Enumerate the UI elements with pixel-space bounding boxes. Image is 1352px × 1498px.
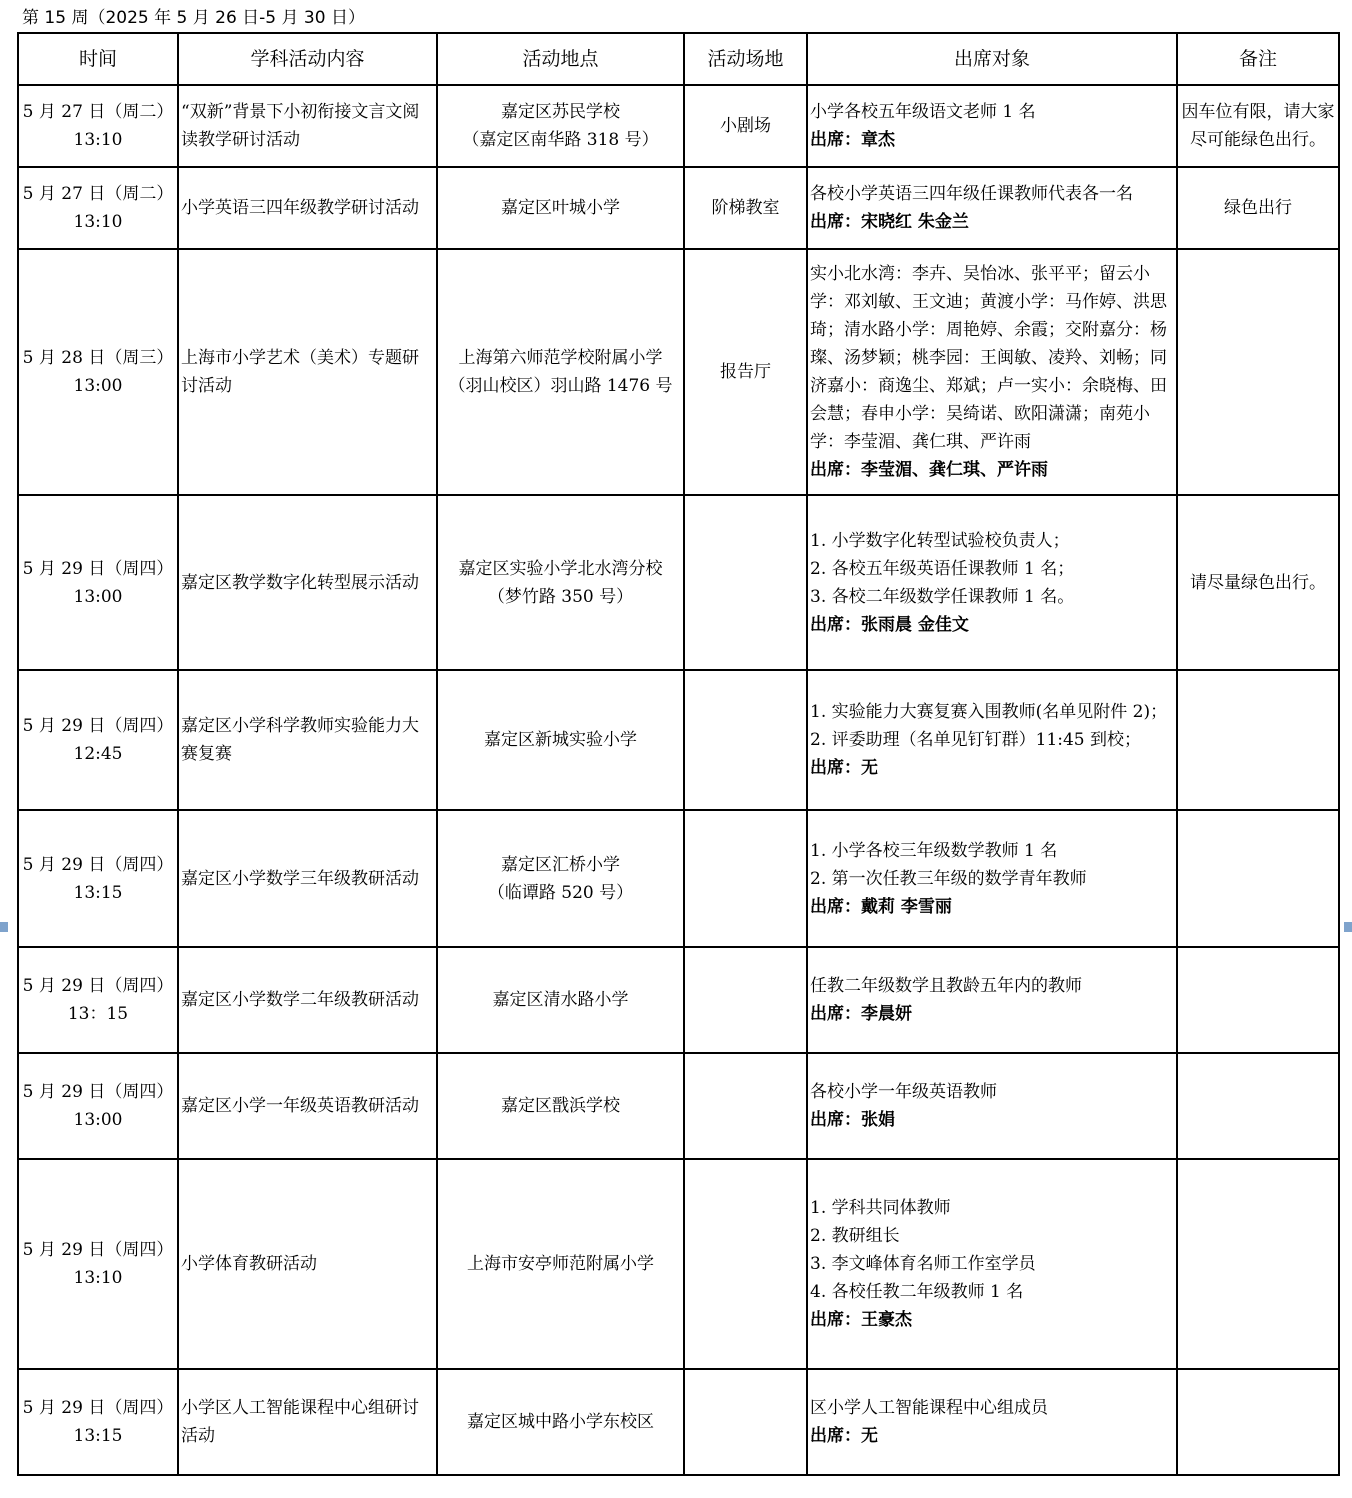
attendee-line: 小学各校五年级语文老师 1 名 xyxy=(810,102,1036,122)
location-line: 嘉定区叶城小学 xyxy=(501,198,620,218)
location-cell xyxy=(437,810,684,947)
attend-names: 戴莉 李雪丽 xyxy=(861,896,952,917)
location-line: 嘉定区汇桥小学 xyxy=(501,854,620,875)
activity-content-cell: 嘉定区小学数学二年级教研活动 xyxy=(178,947,437,1053)
location-line: 上海第六师范学校附属小学 xyxy=(458,348,663,368)
activity-content-cell: 嘉定区小学一年级英语教研活动 xyxy=(178,1053,437,1159)
location-line: 嘉定区实验小学北水湾分校 xyxy=(458,558,663,579)
attend-names: 张雨晨 金佳文 xyxy=(861,614,969,635)
attend-line xyxy=(810,754,1174,782)
attend-prefix: 出席： xyxy=(810,758,861,778)
time-cell xyxy=(18,1053,178,1159)
date-text: 5 月 28 日（周三） xyxy=(22,348,174,368)
attend-names: 李晨妍 xyxy=(861,1004,912,1024)
table-row xyxy=(18,495,1339,670)
activity-content-cell: 嘉定区教学数字化转型展示活动 xyxy=(178,495,437,670)
fold-marker-right xyxy=(1344,922,1352,932)
col-header-attendees: 出席对象 xyxy=(807,33,1177,85)
activity-content-cell: 上海市小学艺术（美术）专题研讨活动 xyxy=(178,249,437,495)
attendee-line: 2. 第一次任教三年级的数学青年教师 xyxy=(810,868,1087,889)
attend-line xyxy=(810,456,1174,484)
location-cell xyxy=(437,495,684,670)
table-row xyxy=(18,1369,1339,1475)
attendee-line: 1. 学科共同体教师 xyxy=(810,1198,951,1218)
time-cell xyxy=(18,495,178,670)
attend-line xyxy=(810,1000,1174,1028)
attend-line xyxy=(810,208,1174,236)
attend-prefix: 出席： xyxy=(810,1110,861,1130)
header-row xyxy=(18,33,1339,85)
attend-prefix: 出席： xyxy=(810,130,861,150)
attend-prefix: 出席： xyxy=(810,1004,861,1024)
table-row xyxy=(18,947,1339,1053)
attend-prefix: 出席： xyxy=(810,460,861,480)
week-title: 第 15 周（2025 年 5 月 26 日-5 月 30 日） xyxy=(22,8,365,28)
room-cell xyxy=(684,495,807,670)
time-text: 13:15 xyxy=(73,882,123,903)
col-header-room: 活动场地 xyxy=(684,33,807,85)
attend-prefix: 出席： xyxy=(810,896,861,917)
fold-marker-left xyxy=(0,922,8,932)
attend-line xyxy=(810,611,1174,639)
time-cell xyxy=(18,85,178,167)
attend-names: 李莹湄、龚仁琪、严许雨 xyxy=(861,460,1048,480)
table-row xyxy=(18,810,1339,947)
table-row xyxy=(18,1159,1339,1369)
time-text: 13:00 xyxy=(73,376,123,396)
col-header-time: 时间 xyxy=(18,33,178,85)
location-cell xyxy=(437,167,684,249)
attendee-line: 1. 小学各校三年级数学教师 1 名 xyxy=(810,840,1058,861)
attend-line xyxy=(810,126,1174,154)
attendees-cell xyxy=(807,810,1177,947)
room-cell xyxy=(684,1369,807,1475)
col-header-content: 学科活动内容 xyxy=(178,33,437,85)
attend-names: 章杰 xyxy=(861,130,895,150)
attendee-line: 3. 李文峰体育名师工作室学员 xyxy=(810,1254,1036,1274)
attendee-line: 2. 各校五年级英语任课教师 1 名； xyxy=(810,558,1075,579)
activity-content-cell: 嘉定区小学数学三年级教研活动 xyxy=(178,810,437,947)
notes-cell xyxy=(1177,1369,1339,1475)
time-text: 13：15 xyxy=(67,1004,129,1024)
attendee-line: 各校小学一年级英语教师 xyxy=(810,1082,997,1102)
room-cell: 小剧场 xyxy=(684,85,807,167)
attendees-cell xyxy=(807,85,1177,167)
notes-cell xyxy=(1177,249,1339,495)
date-text: 5 月 29 日（周四） xyxy=(22,716,174,736)
attend-names: 宋晓红 朱金兰 xyxy=(861,212,969,232)
activity-content-cell: 嘉定区小学科学教师实验能力大赛复赛 xyxy=(178,670,437,810)
attendees-cell xyxy=(807,167,1177,249)
attendees-cell xyxy=(807,1053,1177,1159)
location-line: （羽山校区）羽山路 1476 号 xyxy=(448,376,673,396)
location-cell xyxy=(437,670,684,810)
col-header-notes: 备注 xyxy=(1177,33,1339,85)
room-cell xyxy=(684,810,807,947)
time-text: 13:10 xyxy=(73,130,123,150)
attend-names: 王豪杰 xyxy=(861,1310,912,1330)
attend-prefix: 出席： xyxy=(810,212,861,232)
col-header-location: 活动地点 xyxy=(437,33,684,85)
notes-cell: 因车位有限，请大家尽可能绿色出行。 xyxy=(1177,85,1339,167)
notes-cell xyxy=(1177,1053,1339,1159)
notes-cell xyxy=(1177,1159,1339,1369)
attend-prefix: 出席： xyxy=(810,614,861,635)
attendees-cell xyxy=(807,249,1177,495)
date-text: 5 月 27 日（周二） xyxy=(22,184,174,204)
location-line: （梦竹路 350 号） xyxy=(487,586,634,607)
location-cell xyxy=(437,947,684,1053)
attend-line xyxy=(810,1422,1174,1450)
table-row xyxy=(18,167,1339,249)
table-row xyxy=(18,1053,1339,1159)
location-line: 嘉定区清水路小学 xyxy=(492,990,629,1010)
attend-names: 无 xyxy=(861,758,878,778)
activity-content-cell: 小学英语三四年级教学研讨活动 xyxy=(178,167,437,249)
location-cell xyxy=(437,249,684,495)
notes-cell xyxy=(1177,670,1339,810)
notes-cell xyxy=(1177,947,1339,1053)
location-line: 嘉定区城中路小学东校区 xyxy=(467,1412,654,1432)
attendees-cell xyxy=(807,495,1177,670)
time-text: 13:00 xyxy=(73,586,123,607)
time-cell xyxy=(18,947,178,1053)
attendees-cell xyxy=(807,1159,1177,1369)
time-cell xyxy=(18,810,178,947)
attendee-line: 各校小学英语三四年级任课教师代表各一名 xyxy=(810,184,1133,204)
location-cell xyxy=(437,1159,684,1369)
attendee-line: 1. 实验能力大赛复赛入围教师(名单见附件 2)； xyxy=(810,702,1168,722)
attend-line xyxy=(810,1306,1174,1334)
activity-content-cell: 小学体育教研活动 xyxy=(178,1159,437,1369)
attendee-line: 实小北水湾：李卉、吴怡冰、张平平；留云小学：邓刘敏、王文迪；黄渡小学：马作婷、洪思琦；清水路小学：周艳婷、余霞；交附嘉分：杨璨、汤梦颖；桃李园：王闽敏、凌羚、刘畅；同济嘉小：商逸尘、郑斌；卢一实小：余晓梅、田会慧；春申小学：吴绮诺、欧阳潇潇；南苑小学：李莹湄、龚仁琪、严许雨 xyxy=(810,264,1167,452)
room-cell xyxy=(684,670,807,810)
activity-content-cell: 小学区人工智能课程中心组研讨活动 xyxy=(178,1369,437,1475)
date-text: 5 月 29 日（周四） xyxy=(22,558,174,579)
location-line: 上海市安亭师范附属小学 xyxy=(467,1254,654,1274)
date-text: 5 月 29 日（周四） xyxy=(22,1398,174,1418)
attend-names: 无 xyxy=(861,1426,878,1446)
room-cell xyxy=(684,1053,807,1159)
table-row xyxy=(18,670,1339,810)
location-line: 嘉定区新城实验小学 xyxy=(484,730,637,750)
notes-cell: 绿色出行 xyxy=(1177,167,1339,249)
room-cell xyxy=(684,1159,807,1369)
attendee-line: 1. 小学数字化转型试验校负责人； xyxy=(810,530,1070,551)
date-text: 5 月 29 日（周四） xyxy=(22,854,174,875)
time-text: 13:00 xyxy=(73,1110,123,1130)
attendee-line: 3. 各校二年级数学任课教师 1 名。 xyxy=(810,586,1075,607)
schedule-table xyxy=(17,32,1340,1476)
activity-content-cell: “双新”背景下小初衔接文言文阅读教学研讨活动 xyxy=(178,85,437,167)
attendee-line: 2. 教研组长 xyxy=(810,1226,900,1246)
notes-cell xyxy=(1177,810,1339,947)
attendee-line: 4. 各校任教二年级教师 1 名 xyxy=(810,1282,1024,1302)
attendees-cell xyxy=(807,947,1177,1053)
location-line: （嘉定区南华路 318 号） xyxy=(462,130,659,150)
table-row xyxy=(18,85,1339,167)
time-cell xyxy=(18,167,178,249)
table-row xyxy=(18,249,1339,495)
attend-line xyxy=(810,893,1174,921)
location-line: 嘉定区苏民学校 xyxy=(501,102,620,122)
room-cell: 报告厅 xyxy=(684,249,807,495)
notes-cell: 请尽量绿色出行。 xyxy=(1177,495,1339,670)
date-text: 5 月 29 日（周四） xyxy=(22,976,174,996)
time-text: 12:45 xyxy=(73,744,123,764)
attend-line xyxy=(810,1106,1174,1134)
location-cell xyxy=(437,85,684,167)
attend-names: 张娟 xyxy=(861,1110,895,1130)
time-cell xyxy=(18,670,178,810)
attendees-cell xyxy=(807,1369,1177,1475)
time-text: 13:10 xyxy=(73,1268,123,1288)
time-text: 13:10 xyxy=(73,212,123,232)
attendees-cell xyxy=(807,670,1177,810)
date-text: 5 月 29 日（周四） xyxy=(22,1240,174,1260)
date-text: 5 月 27 日（周二） xyxy=(22,102,174,122)
attendee-line: 2. 评委助理（名单见钉钉群）11:45 到校； xyxy=(810,730,1142,750)
room-cell: 阶梯教室 xyxy=(684,167,807,249)
time-text: 13:15 xyxy=(73,1426,123,1446)
room-cell xyxy=(684,947,807,1053)
location-cell xyxy=(437,1369,684,1475)
time-cell xyxy=(18,1159,178,1369)
date-text: 5 月 29 日（周四） xyxy=(22,1082,174,1102)
location-cell xyxy=(437,1053,684,1159)
attendee-line: 区小学人工智能课程中心组成员 xyxy=(810,1398,1048,1418)
time-cell xyxy=(18,249,178,495)
attend-prefix: 出席： xyxy=(810,1426,861,1446)
location-line: 嘉定区戬浜学校 xyxy=(501,1096,620,1116)
location-line: （临谭路 520 号） xyxy=(487,882,634,903)
attend-prefix: 出席： xyxy=(810,1310,861,1330)
time-cell xyxy=(18,1369,178,1475)
attendee-line: 任教二年级数学且教龄五年内的教师 xyxy=(810,976,1082,996)
